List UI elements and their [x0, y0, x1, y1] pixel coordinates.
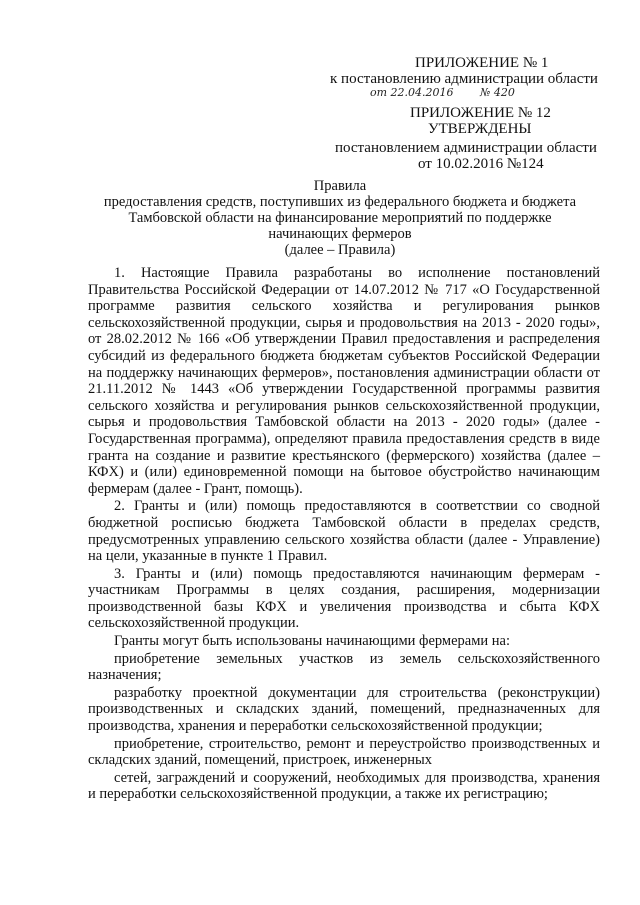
handwritten-number: № 420 [480, 86, 515, 99]
grant-usage-item: приобретение, строительство, ремонт и переустройство производственных и складских зданий, помещений, пристроек, инженерных [88, 735, 600, 769]
approving-resolution-date: от 10.02.2016 №124 [418, 156, 544, 172]
approving-resolution: постановлением администрации области [335, 140, 597, 156]
handwritten-date: от 22.04.2016 [370, 86, 454, 99]
appendix-12-heading: ПРИЛОЖЕНИЕ № 12 [410, 105, 551, 121]
grant-usage-intro: Гранты могут быть использованы начинающими фермерами на: [114, 633, 510, 650]
title-line: начинающих фермеров [268, 226, 412, 242]
paragraph-3: 3. Гранты и (или) помощь предоставляются начинающим фермерам - участникам Программы в целях создания, расширения, модернизации производственной базы КФХ и увеличения производства и сбыта КФХ сельскохозяйственной продукции. [88, 565, 600, 632]
grant-usage-item: сетей, заграждений и сооружений, необходимых для производства, хранения и переработки сельскохозяйственной продукции, а также их регистрацию; [88, 769, 600, 803]
resolution-reference: к постановлению администрации области [330, 71, 598, 87]
title-line: Тамбовской области на финансирование мероприятий по поддержке [128, 210, 552, 226]
title-line: (далее – Правила) [284, 242, 396, 258]
paragraph-1: 1. Настоящие Правила разработаны во исполнение постановлений Правительства Российской Федерации от 14.07.2012 № 717 «О Государственной программе развития сельского хозяйства и регулирования рынков сельскохозяйственной продукции, сырья и продовольствия на 2013 - 2020 годы», от 28.02.2012 № 166 «Об утверждении Правил предоставления и распределения субсидий из федерального бюджета бюджетам субъектов Российской Федерации на поддержку начинающих фермеров», постановления администрации области от 21.11.2012 № 1443 «Об утверждении Государственной программы развития сельского хозяйства и регулирования рынков сельскохозяйственной продукции, сырья и продовольствия Тамбовской области на 2013 - 2020 годы» (далее - Государственная программа), определяют правила предоставления средств в виде гранта на создание и развитие крестьянского (фермерского) хозяйства (далее – КФХ) и (или) единовременной помощи на бытовое обустройство начинающим фермерам (далее - Грант, помощь). [88, 265, 600, 497]
document-title [60, 178, 620, 258]
paragraph-2: 2. Гранты и (или) помощь предоставляются в соответствии со сводной бюджетной росписью бюджета Тамбовской области в пределах средств, предусмотренных управлению сельского хозяйства области (далее - Управление) на цели, указанные в пункте 1 Правил. [88, 498, 600, 565]
grant-usage-item: приобретение земельных участков из земель сельскохозяйственного назначения; [88, 650, 600, 684]
appendix-1-heading: ПРИЛОЖЕНИЕ № 1 [415, 55, 549, 71]
title-line: Правила [313, 178, 367, 194]
title-line: предоставления средств, поступивших из федерального бюджета и бюджета [103, 194, 577, 210]
document-body [88, 265, 600, 804]
approved-label: УТВЕРЖДЕНЫ [428, 121, 532, 137]
grant-usage-item: разработку проектной документации для строительства (реконструкции) производственных и складских зданий, помещений, предназначенных для производства, хранения и переработки сельскохозяйственной продукции; [88, 684, 600, 735]
